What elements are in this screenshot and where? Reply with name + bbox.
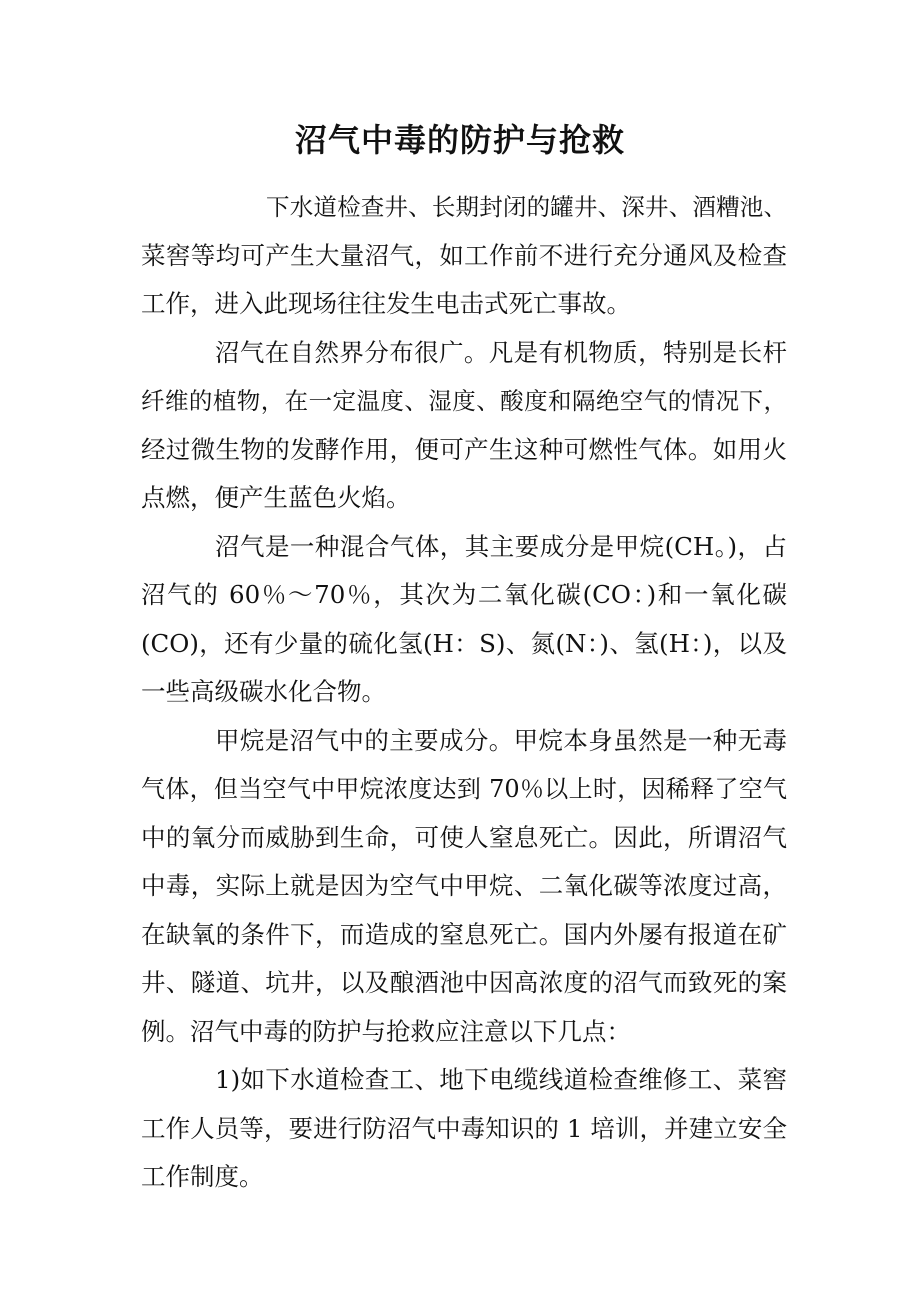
- paragraph-4-line-2: 气体，但当空气中甲烷浓度达到 70％以上时，因稀释了空气: [141, 775, 787, 803]
- paragraph-3-line-2: 沼气的 60％～70％，其次为二氧化碳(CO：)和一氧化碳: [141, 580, 787, 609]
- paragraph-3-line-1: 沼气是一种混合气体，其主要成分是甲烷(CH。)，占: [215, 531, 787, 561]
- list-item-1-line-3: 工作制度。: [141, 1162, 264, 1191]
- paragraph-4-line-6: 井、隧道、坑井，以及酿酒池中因高浓度的沼气而致死的案: [141, 968, 787, 997]
- paragraph-4-line-7: 例。沼气中毒的防护与抢救应注意以下几点：: [141, 1016, 631, 1046]
- paragraph-2-line-2: 纤维的植物，在一定温度、湿度、酸度和隔绝空气的情况下，: [141, 387, 787, 415]
- paragraph-4-line-1: 甲烷是沼气中的主要成分。甲烷本身虽然是一种无毒: [215, 725, 787, 755]
- paragraph-4-line-3: 中的氧分而威胁到生命，可使人窒息死亡。因此，所谓沼气: [141, 822, 787, 852]
- paragraph-1-line-3: 工作，进入此现场往往发生电击式死亡事故。: [141, 289, 631, 318]
- paragraph-2-line-1: 沼气在自然界分布很广。凡是有机物质，特别是长杆: [215, 337, 787, 367]
- paragraph-4-line-5: 在缺氧的条件下，而造成的窒息死亡。国内外屡有报道在矿: [141, 919, 787, 949]
- paragraph-3-line-4: 一些高级碳水化合物。: [141, 677, 386, 706]
- list-item-1-line-1: 1)如下水道检查工、地下电缆线道检查维修工、菜窖: [215, 1065, 787, 1094]
- paragraph-3-line-3: (CO)，还有少量的硫化氢(H：S)、氮(N：)、氢(H：)，以及: [141, 628, 787, 658]
- paragraph-4-line-4: 中毒，实际上就是因为空气中甲烷、二氧化碳等浓度过高，: [141, 871, 787, 900]
- list-item-1-line-2: 工作人员等，要进行防沼气中毒知识的 1 培训，并建立安全: [141, 1113, 787, 1143]
- document-body: [141, 183, 787, 1202]
- paragraph-1-line-2: 菜窖等均可产生大量沼气，如工作前不进行充分通风及检查: [141, 240, 787, 270]
- document-title: 沼气中毒的防护与抢救: [294, 121, 625, 159]
- paragraph-2-line-3: 经过微生物的发酵作用，便可产生这种可燃性气体。如用火: [141, 434, 787, 464]
- paragraph-2-line-4: 点燃，便产生蓝色火焰。: [141, 483, 411, 512]
- paragraph-1-line-1: 下水道检查井、长期封闭的罐井、深井、酒糟池、: [266, 193, 787, 221]
